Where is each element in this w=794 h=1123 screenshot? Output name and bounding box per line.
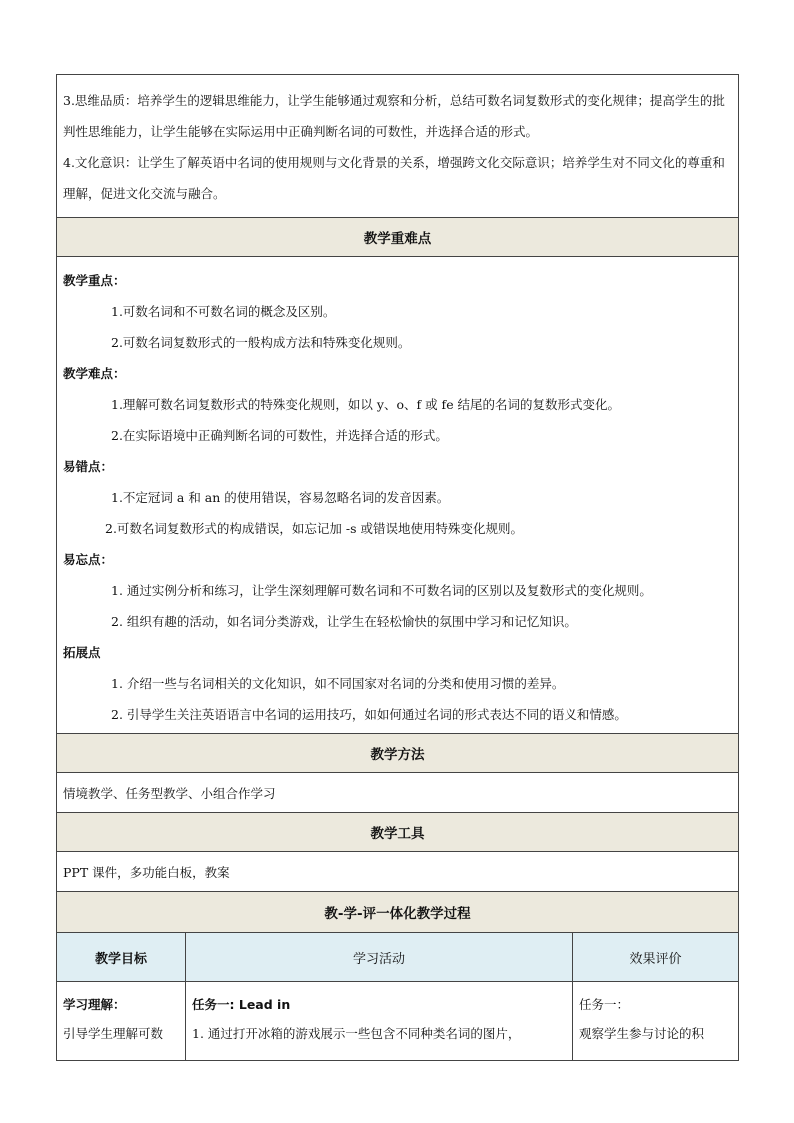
- forget-item: 1. 通过实例分析和练习，让学生深刻理解可数名词和不可数名词的区别以及复数形式的变化规则。: [111, 583, 652, 598]
- important-label: 教学重点：: [63, 273, 126, 288]
- tools-heading-row: [57, 813, 739, 852]
- key-points-heading: 教学重难点: [57, 218, 739, 257]
- methods-content-row: [57, 773, 739, 813]
- key-points-content-row: [57, 257, 739, 734]
- goal-label: 学习理解：: [63, 997, 126, 1012]
- key-points-heading-row: [57, 218, 739, 257]
- error-label: 易错点：: [63, 459, 114, 474]
- objective-thinking-quality: 3.思维品质：培养学生的逻辑思维能力，让学生能够通过观察和分析，总结可数名词复数形式的变化规律；提高学生的批判性思维能力，让学生能够在实际运用中正确判断名词的可数性，并选择合适的形式。: [63, 93, 725, 139]
- extend-item: 1. 介绍一些与名词相关的文化知识，如不同国家对名词的分类和使用习惯的差异。: [111, 676, 565, 691]
- eval-label: 任务一：: [579, 997, 630, 1012]
- error-item: 1.不定冠词 a 和 an 的使用错误，容易忽略名词的发音因素。: [111, 490, 450, 505]
- process-column-header-row: [57, 933, 739, 982]
- difficult-label: 教学难点：: [63, 366, 126, 381]
- methods-content: 情境教学、任务型教学、小组合作学习: [57, 773, 739, 813]
- lesson-plan-page: [56, 74, 738, 1061]
- tools-content-row: [57, 852, 739, 892]
- extend-item: 2. 引导学生关注英语语言中名词的运用技巧，如如何通过名词的形式表达不同的语义和情感。: [111, 707, 627, 722]
- process-heading: 教-学-评一体化教学过程: [57, 892, 739, 933]
- task-title: 任务一: Lead in: [192, 997, 291, 1012]
- extend-label: 拓展点: [63, 645, 101, 660]
- process-heading-row: [57, 892, 739, 933]
- tools-heading: 教学工具: [57, 813, 739, 852]
- objectives-row: [57, 75, 739, 218]
- tools-content: PPT 课件，多功能白板，教案: [57, 852, 739, 892]
- difficult-item: 1.理解可数名词复数形式的特殊变化规则，如以 y、o、f 或 fe 结尾的名词的复数形式变化。: [111, 397, 621, 412]
- error-item: 2.可数名词复数形式的构成错误，如忘记加 -s 或错误地使用特殊变化规则。: [105, 521, 524, 536]
- process-goal-cell: [57, 982, 186, 1061]
- process-row: [57, 982, 739, 1061]
- column-header-goal: 教学目标: [57, 933, 186, 982]
- objective-cultural-awareness: 4.文化意识：让学生了解英语中名词的使用规则与文化背景的关系，增强跨文化交际意识；培养学生对不同文化的尊重和理解，促进文化交流与融合。: [63, 155, 725, 201]
- methods-heading-row: [57, 734, 739, 773]
- forget-label: 易忘点：: [63, 552, 114, 567]
- column-header-activity: 学习活动: [186, 933, 573, 982]
- process-evaluation-cell: [573, 982, 739, 1061]
- lesson-plan-table: [56, 74, 739, 1061]
- difficult-item: 2.在实际语境中正确判断名词的可数性，并选择合适的形式。: [111, 428, 448, 443]
- eval-text: 观察学生参与讨论的积: [579, 1026, 705, 1041]
- column-header-evaluation: 效果评价: [573, 933, 739, 982]
- task-text: 1. 通过打开冰箱的游戏展示一些包含不同种类名词的图片，: [192, 1026, 521, 1041]
- goal-text: 引导学生理解可数: [63, 1026, 164, 1041]
- process-activity-cell: [186, 982, 573, 1061]
- important-item: 1.可数名词和不可数名词的概念及区别。: [111, 304, 336, 319]
- methods-heading: 教学方法: [57, 734, 739, 773]
- forget-item: 2. 组织有趣的活动，如名词分类游戏，让学生在轻松愉快的氛围中学习和记忆知识。: [111, 614, 577, 629]
- important-item: 2.可数名词复数形式的一般构成方法和特殊变化规则。: [111, 335, 411, 350]
